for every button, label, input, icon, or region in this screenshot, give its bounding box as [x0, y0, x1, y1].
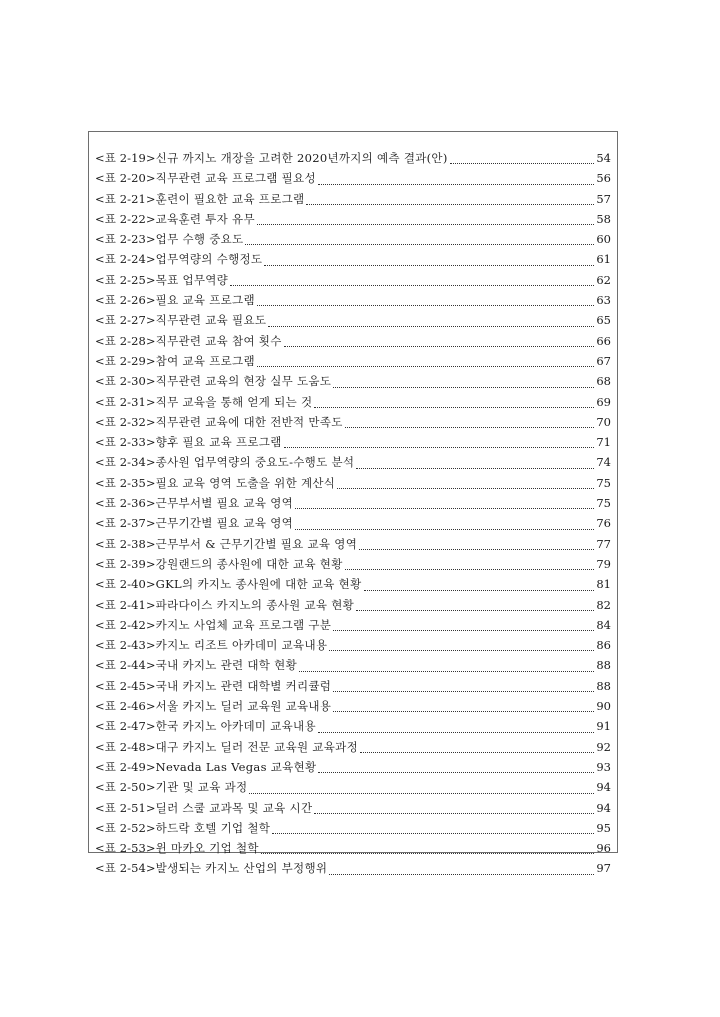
dot-leader — [333, 386, 594, 388]
toc-entry[interactable] — [95, 820, 611, 840]
page-number: 68 — [596, 374, 611, 389]
table-title: 카지노 사업체 교육 프로그램 구분 — [155, 617, 332, 632]
dot-leader — [360, 751, 594, 753]
page-number: 91 — [596, 719, 611, 734]
page-number: 81 — [596, 577, 611, 592]
table-number-label: <표 2-45> — [95, 678, 156, 693]
table-title: 국내 카지노 관련 대학별 커리큘럼 — [155, 678, 332, 693]
toc-entry[interactable] — [95, 211, 611, 231]
page-number: 75 — [596, 475, 611, 490]
page-number: 77 — [596, 536, 611, 551]
toc-entry[interactable] — [95, 860, 611, 880]
table-title: 신규 까지노 개장을 고려한 2020년까지의 예측 결과(안) — [155, 151, 448, 165]
dot-leader — [333, 629, 594, 631]
page-number: 94 — [596, 780, 611, 795]
dot-leader — [333, 710, 594, 712]
table-number-label: <표 2-42> — [95, 617, 156, 632]
toc-entry[interactable] — [95, 759, 611, 779]
table-number-label: <표 2-29> — [95, 353, 156, 368]
dot-leader — [318, 771, 594, 773]
page-number: 76 — [596, 516, 611, 531]
table-title: 직무관련 교육 필요도 — [155, 313, 267, 328]
dot-leader — [314, 406, 594, 408]
page-number: 74 — [596, 455, 611, 470]
toc-entry[interactable] — [95, 637, 611, 657]
table-title: 직무관련 교육 참여 횟수 — [155, 333, 282, 348]
table-number-label: <표 2-54> — [95, 861, 156, 876]
table-title: 강원랜드의 종사원에 대한 교육 현황 — [155, 556, 343, 571]
toc-entry[interactable] — [95, 475, 611, 495]
dot-leader — [295, 507, 594, 509]
dot-leader — [272, 832, 594, 834]
page-number: 67 — [596, 353, 611, 368]
table-number-label: <표 2-34> — [95, 455, 156, 470]
dot-leader — [356, 609, 594, 611]
dot-leader — [299, 670, 594, 672]
table-number-label: <표 2-37> — [95, 516, 156, 531]
toc-entry[interactable] — [95, 231, 611, 251]
dot-leader — [318, 731, 595, 733]
page-number: 62 — [596, 272, 611, 287]
table-number-label: <표 2-20> — [95, 171, 156, 186]
table-number-label: <표 2-49> — [95, 759, 156, 774]
table-number-label: <표 2-33> — [95, 435, 156, 450]
table-number-label: <표 2-26> — [95, 293, 156, 308]
toc-entry[interactable] — [95, 576, 611, 596]
toc-entry[interactable] — [95, 150, 611, 170]
dot-leader — [314, 812, 594, 814]
toc-entry[interactable] — [95, 272, 611, 292]
toc-entry[interactable] — [95, 434, 611, 454]
table-title: 목표 업무역량 — [155, 272, 229, 287]
dot-leader — [245, 243, 594, 245]
table-title: 직무관련 교육 프로그램 필요성 — [155, 171, 316, 186]
dot-leader — [257, 223, 595, 225]
toc-entry[interactable] — [95, 333, 611, 353]
page-number: 56 — [596, 171, 611, 186]
table-title: 필요 교육 영역 도출을 위한 계산식 — [155, 475, 336, 490]
page-number: 63 — [596, 293, 611, 308]
toc-entry[interactable] — [95, 312, 611, 332]
table-title: 윈 마카오 기업 철학 — [155, 841, 259, 856]
page-number: 88 — [596, 678, 611, 693]
dot-leader — [345, 568, 595, 570]
table-number-label: <표 2-38> — [95, 536, 156, 551]
table-number-label: <표 2-46> — [95, 699, 156, 714]
table-title: 근무기간별 필요 교육 영역 — [155, 516, 294, 531]
table-number-label: <표 2-21> — [95, 191, 156, 206]
table-number-label: <표 2-19> — [95, 151, 156, 165]
table-number-label: <표 2-35> — [95, 475, 156, 490]
dot-leader — [356, 467, 594, 469]
page-number: 69 — [596, 394, 611, 409]
table-number-label: <표 2-25> — [95, 272, 156, 287]
table-number-label: <표 2-22> — [95, 211, 156, 226]
table-title: 근무부서 & 근무기간별 필요 교육 영역 — [155, 536, 358, 551]
toc-entry[interactable] — [95, 840, 611, 860]
page-number: 57 — [596, 191, 611, 206]
page-number: 82 — [596, 597, 611, 612]
page-number: 84 — [596, 617, 611, 632]
toc-entry[interactable] — [95, 454, 611, 474]
dot-leader — [329, 873, 594, 875]
dot-leader — [249, 792, 594, 794]
table-title: 훈련이 필요한 교육 프로그램 — [155, 191, 305, 206]
toc-entry[interactable] — [95, 657, 611, 677]
table-title: 대구 카지노 딜러 전문 교육원 교육과정 — [155, 739, 358, 754]
table-number-label: <표 2-44> — [95, 658, 156, 673]
dot-leader — [306, 203, 594, 205]
dot-leader — [264, 264, 594, 266]
dot-leader — [318, 183, 595, 185]
dot-leader — [364, 589, 595, 591]
table-of-contents — [95, 150, 611, 881]
toc-entry[interactable] — [95, 597, 611, 617]
page-number: 60 — [596, 232, 611, 247]
table-number-label: <표 2-43> — [95, 638, 156, 653]
page-number: 54 — [596, 151, 611, 165]
toc-entry[interactable] — [95, 718, 611, 738]
table-number-label: <표 2-51> — [95, 800, 156, 815]
table-title: 업무역량의 수행정도 — [155, 252, 263, 267]
table-number-label: <표 2-30> — [95, 374, 156, 389]
toc-entry[interactable] — [95, 779, 611, 799]
toc-entry[interactable] — [95, 678, 611, 698]
table-title: 파라다이스 카지노의 종사원 교육 현황 — [155, 597, 355, 612]
table-title: 하드락 호텔 기업 철학 — [155, 820, 271, 835]
toc-entry[interactable] — [95, 414, 611, 434]
page-number: 79 — [596, 556, 611, 571]
page-number: 71 — [596, 435, 611, 450]
dot-leader — [257, 365, 595, 367]
table-title: 필요 교육 프로그램 — [155, 293, 255, 308]
table-number-label: <표 2-32> — [95, 414, 156, 429]
table-title: 국내 카지노 관련 대학 현황 — [155, 658, 297, 673]
dot-leader — [333, 690, 594, 692]
page-number: 92 — [596, 739, 611, 754]
dot-leader — [284, 345, 595, 347]
table-title: 향후 필요 교육 프로그램 — [155, 435, 282, 450]
table-number-label: <표 2-48> — [95, 739, 156, 754]
table-title: 근무부서별 필요 교육 영역 — [155, 496, 294, 511]
page-number: 97 — [596, 861, 611, 876]
table-title: Nevada Las Vegas 교육현황 — [155, 759, 317, 774]
table-number-label: <표 2-23> — [95, 232, 156, 247]
page-number: 58 — [596, 211, 611, 226]
table-title: 딜러 스쿨 교과목 및 교육 시간 — [155, 800, 313, 815]
table-title: 참여 교육 프로그램 — [155, 353, 255, 368]
page-number: 96 — [596, 841, 611, 856]
page-number: 93 — [596, 759, 611, 774]
toc-entry[interactable] — [95, 617, 611, 637]
toc-entry[interactable] — [95, 739, 611, 759]
table-title: 교육훈련 투자 유무 — [155, 211, 255, 226]
table-title: 직무관련 교육에 대한 전반적 만족도 — [155, 414, 343, 429]
table-number-label: <표 2-31> — [95, 394, 156, 409]
toc-entry[interactable] — [95, 536, 611, 556]
page-number: 75 — [596, 496, 611, 511]
table-title: 종사원 업무역량의 중요도-수행도 분석 — [155, 455, 355, 470]
table-number-label: <표 2-27> — [95, 313, 156, 328]
dot-leader — [329, 649, 594, 651]
toc-entry[interactable] — [95, 698, 611, 718]
page-number: 86 — [596, 638, 611, 653]
table-title: 한국 카지노 아카데미 교육내용 — [155, 719, 316, 734]
table-number-label: <표 2-39> — [95, 556, 156, 571]
table-title: 카지노 리조트 아카데미 교육내용 — [155, 638, 328, 653]
table-title: 서울 카지노 딜러 교육원 교육내용 — [155, 699, 332, 714]
table-number-label: <표 2-50> — [95, 780, 156, 795]
table-number-label: <표 2-53> — [95, 841, 156, 856]
table-number-label: <표 2-24> — [95, 252, 156, 267]
toc-entry[interactable] — [95, 373, 611, 393]
dot-leader — [284, 446, 595, 448]
toc-entry[interactable] — [95, 394, 611, 414]
table-title: 업무 수행 중요도 — [155, 232, 244, 247]
toc-entry[interactable] — [95, 292, 611, 312]
dot-leader — [337, 487, 594, 489]
dot-leader — [359, 548, 594, 550]
dot-leader — [261, 852, 595, 854]
page-number: 90 — [596, 699, 611, 714]
toc-entry[interactable] — [95, 556, 611, 576]
toc-entry[interactable] — [95, 515, 611, 535]
table-number-label: <표 2-52> — [95, 820, 156, 835]
table-number-label: <표 2-41> — [95, 597, 156, 612]
dot-leader — [450, 162, 595, 164]
toc-entry[interactable] — [95, 495, 611, 515]
table-number-label: <표 2-28> — [95, 333, 156, 348]
page-number: 94 — [596, 800, 611, 815]
toc-entry[interactable] — [95, 353, 611, 373]
dot-leader — [295, 528, 594, 530]
page-number: 61 — [596, 252, 611, 267]
table-number-label: <표 2-40> — [95, 577, 156, 592]
dot-leader — [268, 325, 594, 327]
page-number: 70 — [596, 414, 611, 429]
dot-leader — [257, 304, 595, 306]
table-title: 직무관련 교육의 현장 실무 도움도 — [155, 374, 332, 389]
table-title: 직무 교육을 통해 얻게 되는 것 — [155, 394, 313, 409]
toc-entry[interactable] — [95, 191, 611, 211]
table-title: 기관 및 교육 과정 — [155, 780, 248, 795]
table-number-label: <표 2-36> — [95, 496, 156, 511]
toc-entry[interactable] — [95, 800, 611, 820]
table-title: 발생되는 카지노 산업의 부정행위 — [155, 861, 328, 876]
page-number: 88 — [596, 658, 611, 673]
dot-leader — [230, 284, 594, 286]
page-number: 95 — [596, 820, 611, 835]
table-title: GKL의 카지노 종사원에 대한 교육 현황 — [155, 577, 362, 592]
table-number-label: <표 2-47> — [95, 719, 156, 734]
page-number: 66 — [596, 333, 611, 348]
toc-entry[interactable] — [95, 251, 611, 271]
page-number: 65 — [596, 313, 611, 328]
dot-leader — [345, 426, 595, 428]
toc-entry[interactable] — [95, 170, 611, 190]
